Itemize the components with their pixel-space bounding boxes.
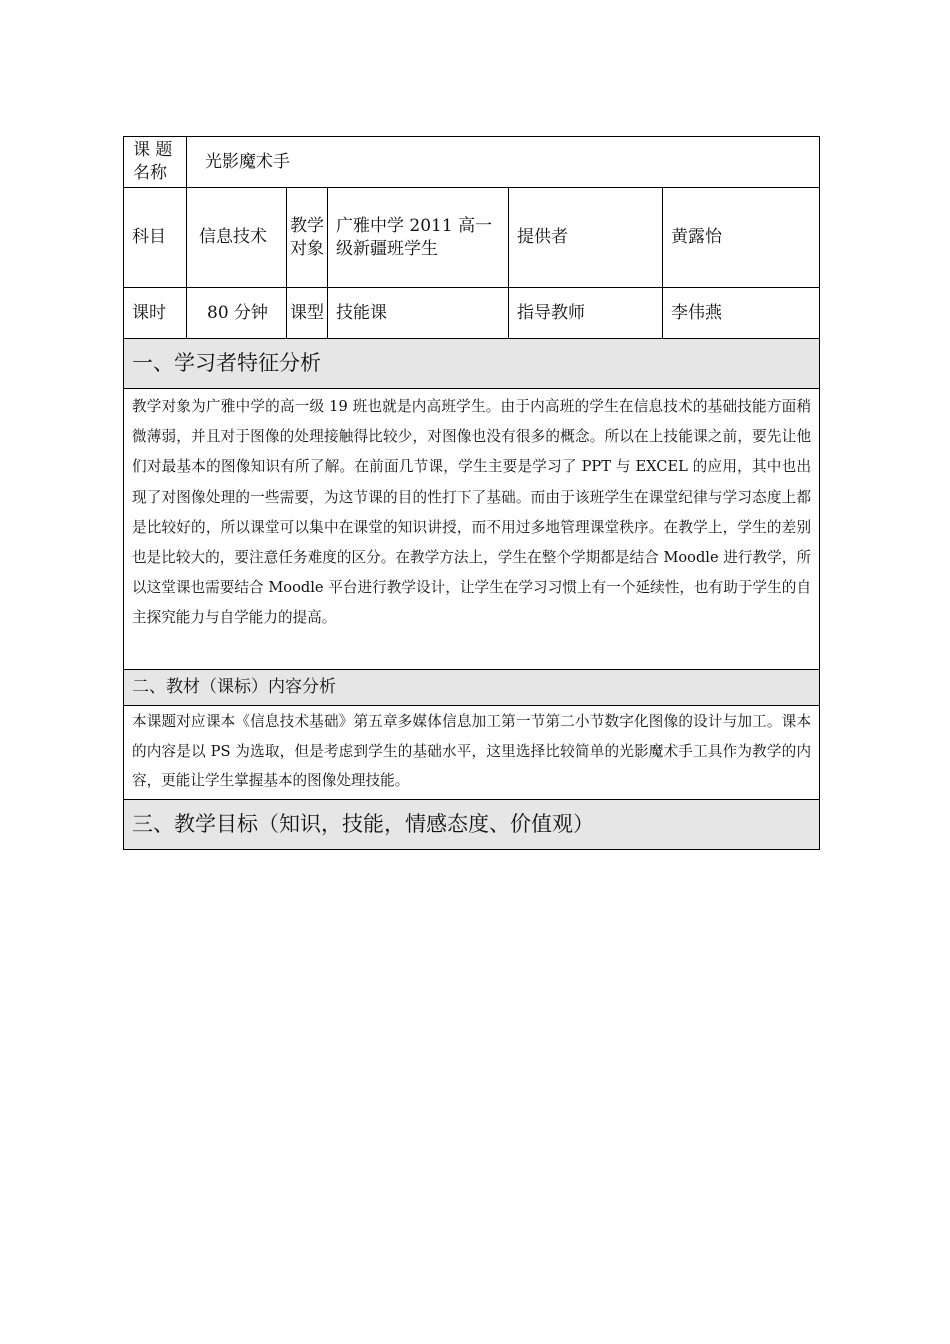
section-1-title: 一、学习者特征分析 bbox=[124, 339, 820, 389]
row-section-1-title bbox=[124, 339, 820, 389]
subject-value: 信息技术 bbox=[187, 188, 287, 288]
lesson-plan-table bbox=[123, 136, 820, 850]
section-2-title: 二、教材（课标）内容分析 bbox=[124, 670, 820, 706]
type-value: 技能课 bbox=[328, 288, 509, 339]
type-label: 课型 bbox=[287, 288, 328, 339]
audience-label: 教学对象 bbox=[287, 188, 328, 288]
section-1-body: 教学对象为广雅中学的高一级 19 班也就是内高班学生。由于内高班的学生在信息技术的基础技能方面稍微薄弱，并且对于图像的处理接触得比较少，对图像也没有很多的概念。所以在上技能课之前，要先让他们对最基本的图像知识有所了解。在前面几节课，学生主要是学习了 PPT 与 EXCEL 的应用，其中也出现了对图像处理的一些需要，为这节课的目的性打下了基础。而由于该班学生在课堂纪律与学习态度上都是比较好的，所以课堂可以集中在课堂的知识讲授，而不用过多地管理课堂秩序。在教学上，学生的差别也是比较大的，要注意任务难度的区分。在教学方法上，学生在整个学期都是结合 Moodle 进行教学，所以这堂课也需要结合 Moodle 平台进行教学设计，让学生在学习习惯上有一个延续性，也有助于学生的自主探究能力与自学能力的提高。 bbox=[124, 389, 820, 670]
row-subject bbox=[124, 188, 820, 288]
topic-value: 光影魔术手 bbox=[187, 137, 820, 188]
provider-label: 提供者 bbox=[509, 188, 663, 288]
row-topic bbox=[124, 137, 820, 188]
section-3-title: 三、教学目标（知识，技能，情感态度、价值观） bbox=[124, 800, 820, 850]
topic-label: 课 题 名称 bbox=[124, 137, 187, 188]
advisor-value: 李伟燕 bbox=[663, 288, 820, 339]
row-section-2-body bbox=[124, 706, 820, 800]
row-section-2-title bbox=[124, 670, 820, 706]
row-section-1-body bbox=[124, 389, 820, 670]
section-2-body: 本课题对应课本《信息技术基础》第五章多媒体信息加工第一节第二小节数字化图像的设计与加工。课本的内容是以 PS 为选取，但是考虑到学生的基础水平，这里选择比较简单的光影魔术手工具作为教学的内容，更能让学生掌握基本的图像处理技能。 bbox=[124, 706, 820, 800]
hours-value: 80 分钟 bbox=[187, 288, 287, 339]
row-hours bbox=[124, 288, 820, 339]
row-section-3-title bbox=[124, 800, 820, 850]
subject-label: 科目 bbox=[124, 188, 187, 288]
advisor-label: 指导教师 bbox=[509, 288, 663, 339]
provider-value: 黄露怡 bbox=[663, 188, 820, 288]
hours-label: 课时 bbox=[124, 288, 187, 339]
audience-value: 广雅中学 2011 高一级新疆班学生 bbox=[328, 188, 509, 288]
